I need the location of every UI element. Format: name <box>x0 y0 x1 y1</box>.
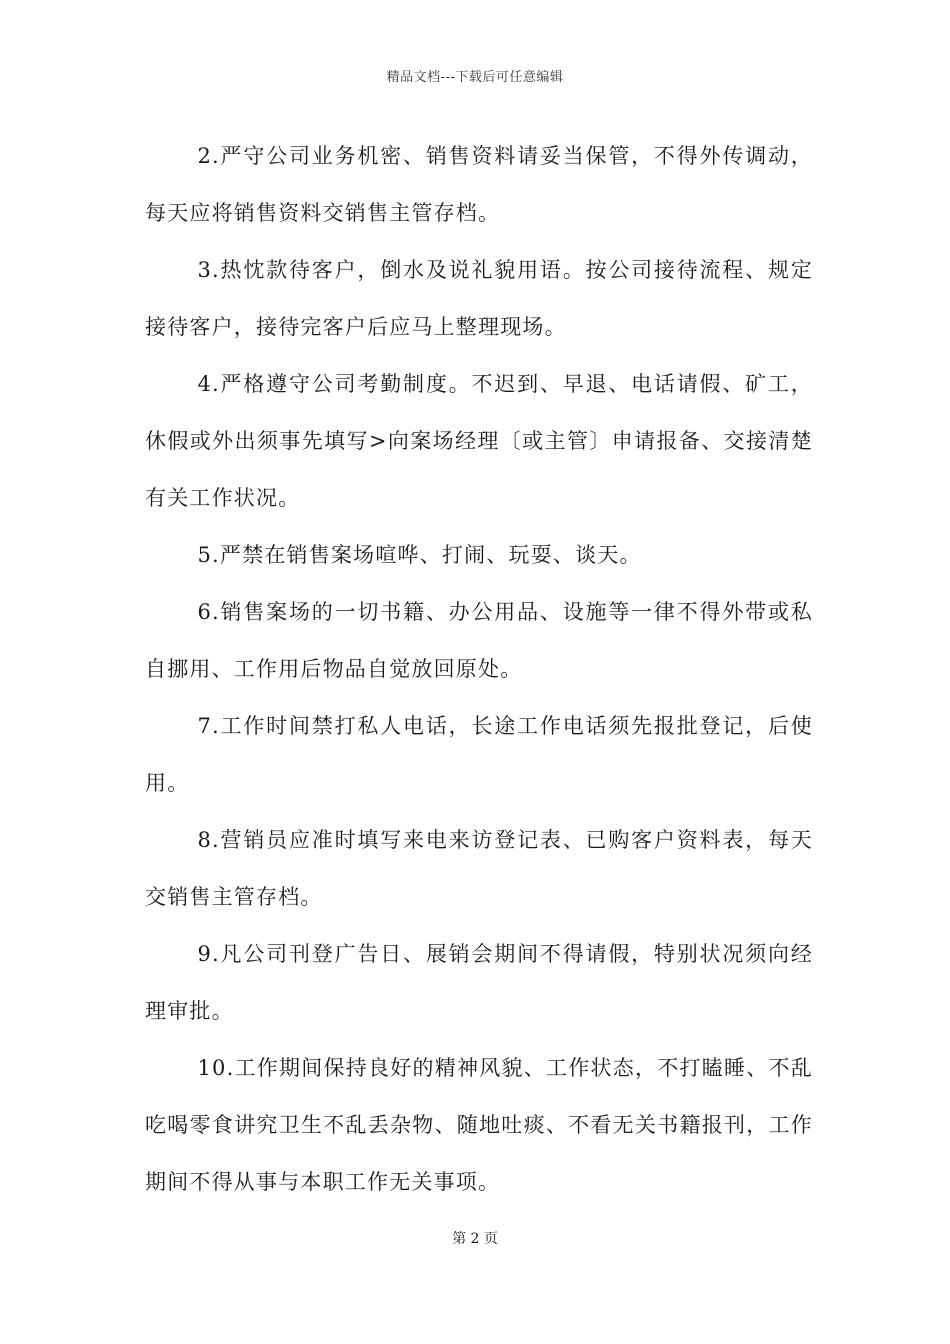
paragraph-item-3: 3.热忱款待客户，倒水及说礼貌用语。按公司接待流程、规定接待客户，接待完客户后应马上整理现场。 <box>145 258 813 339</box>
paragraph-item-7: 7.工作时间禁打私人电话，长途工作电话须先报批登记，后使用。 <box>145 714 813 795</box>
paragraph-item-6: 6.销售案场的一切书籍、办公用品、设施等一律不得外带或私自挪用、工作用后物品自觉放回原处。 <box>145 600 813 681</box>
document-body <box>145 128 813 1211</box>
paragraph-item-2: 2.严守公司业务机密、销售资料请妥当保管，不得外传调动，每天应将销售资料交销售主管存档。 <box>145 144 813 225</box>
page-number: 第 2 页 <box>452 1231 498 1247</box>
page-header: 精品文档---下载后可任意编辑 <box>386 70 564 85</box>
paragraph-item-9: 9.凡公司刊登广告日、展销会期间不得请假，特别状况须向经理审批。 <box>145 942 813 1023</box>
paragraph-item-4: 4.严格遵守公司考勤制度。不迟到、早退、电话请假、矿工，休假或外出须事先填写>向案场经理〔或主管〕申请报备、交接清楚有关工作状况。 <box>145 372 813 510</box>
paragraph-item-10: 10.工作期间保持良好的精神风貌、工作状态，不打瞌睡、不乱吃喝零食讲究卫生不乱丢杂物、随地吐痰、不看无关书籍报刊，工作期间不得从事与本职工作无关事项。 <box>145 1056 813 1194</box>
paragraph-item-5: 5.严禁在销售案场喧哗、打闹、玩耍、谈天。 <box>197 543 642 567</box>
paragraph-item-8: 8.营销员应准时填写来电来访登记表、已购客户资料表，每天交销售主管存档。 <box>145 828 813 909</box>
